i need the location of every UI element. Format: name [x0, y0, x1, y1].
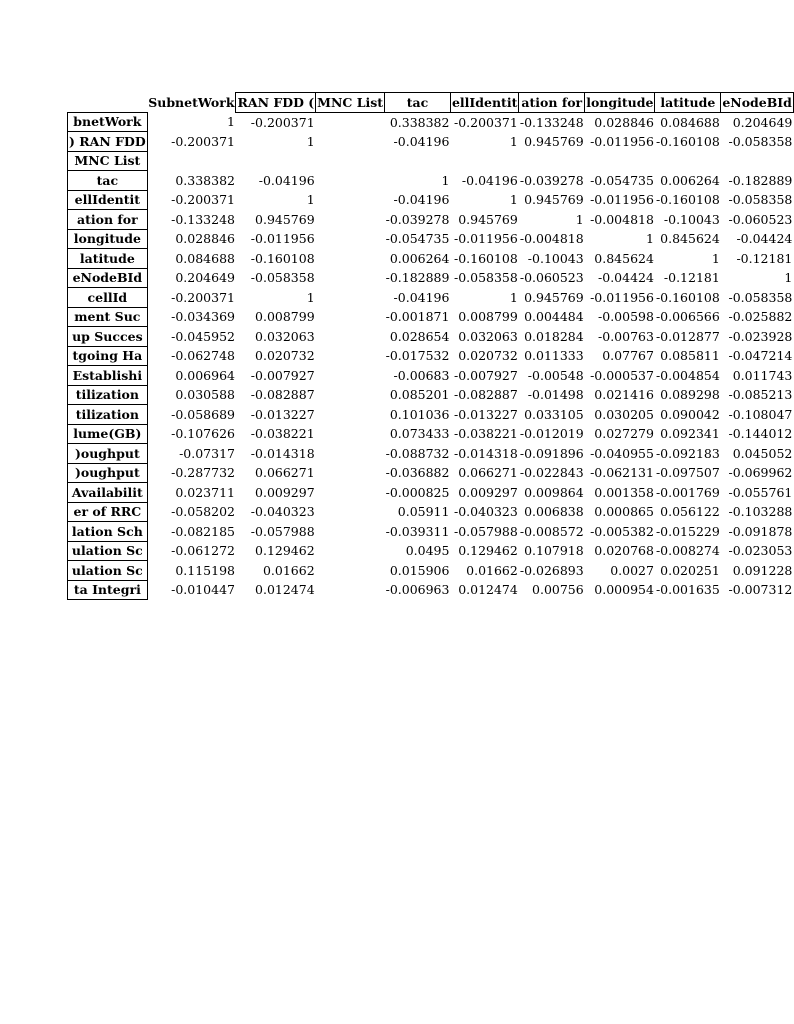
- table-cell[interactable]: -0.058202: [171, 504, 235, 520]
- table-cell[interactable]: -0.008572: [519, 523, 584, 539]
- table-cell[interactable]: 0.028654: [389, 328, 450, 344]
- table-row: [68, 307, 794, 327]
- table-cell[interactable]: -0.182889: [728, 172, 793, 188]
- table-cell[interactable]: [316, 463, 385, 483]
- table-cell[interactable]: [316, 561, 385, 581]
- table-cell[interactable]: -0.160108: [655, 289, 720, 305]
- table-cell[interactable]: -0.00683: [393, 367, 450, 383]
- table-cell[interactable]: 0.945769: [524, 133, 584, 149]
- table-cell[interactable]: -0.040323: [453, 504, 518, 520]
- table-cell[interactable]: [316, 541, 385, 561]
- table-cell[interactable]: [655, 151, 721, 171]
- table-cell[interactable]: -0.092183: [655, 445, 720, 461]
- table-cell[interactable]: 0.084688: [175, 250, 235, 266]
- table-cell[interactable]: -0.011956: [250, 231, 315, 247]
- table-cell[interactable]: 0.945769: [458, 211, 518, 227]
- table-cell[interactable]: 0.020251: [660, 562, 720, 578]
- row-label[interactable]: ment Suc: [68, 307, 148, 327]
- table-row: [68, 424, 794, 444]
- table-cell[interactable]: -0.014318: [453, 445, 518, 461]
- row-label[interactable]: tac: [68, 171, 148, 191]
- table-row: [68, 366, 794, 386]
- row-label[interactable]: cellId: [68, 288, 148, 308]
- table-cell[interactable]: -0.160108: [655, 192, 720, 208]
- column-header[interactable]: RAN FDD (: [236, 93, 316, 113]
- table-cell[interactable]: [316, 151, 385, 171]
- table-row: [68, 229, 794, 249]
- table-cell[interactable]: -0.004854: [655, 367, 720, 383]
- table-cell[interactable]: 0.020732: [255, 348, 315, 364]
- table-cell[interactable]: -0.082887: [453, 387, 518, 403]
- row-label[interactable]: Availabilit: [68, 483, 148, 503]
- table-cell[interactable]: [316, 483, 385, 503]
- table-cell[interactable]: -0.091878: [728, 523, 793, 539]
- row-label[interactable]: tilization: [68, 405, 148, 425]
- table-cell[interactable]: -0.058689: [171, 406, 235, 422]
- table-cell[interactable]: 0.204649: [175, 270, 235, 286]
- row-label[interactable]: tilization: [68, 385, 148, 405]
- table-cell[interactable]: 0.084688: [660, 114, 720, 130]
- table-row: [68, 288, 794, 308]
- table-row: [68, 502, 794, 522]
- table-cell[interactable]: -0.025882: [728, 309, 793, 325]
- row-label[interactable]: ation for: [68, 210, 148, 230]
- table-cell[interactable]: -0.103288: [728, 504, 793, 520]
- table-cell[interactable]: -0.000537: [590, 367, 654, 383]
- table-cell[interactable]: 1: [575, 211, 584, 227]
- table-cell[interactable]: [316, 327, 385, 347]
- table-row: [68, 190, 794, 210]
- table-cell[interactable]: -0.013227: [453, 406, 518, 422]
- table-cell[interactable]: [316, 190, 385, 210]
- table-cell[interactable]: -0.038221: [250, 426, 315, 442]
- table-cell[interactable]: 0.015906: [389, 562, 450, 578]
- table-row: [68, 463, 794, 483]
- table-cell[interactable]: 0.032063: [458, 328, 518, 344]
- table-cell[interactable]: [385, 151, 451, 171]
- table-cell[interactable]: 0.091228: [732, 562, 793, 578]
- table-cell[interactable]: 0.001358: [594, 484, 654, 500]
- table-cell[interactable]: 0.006264: [660, 172, 720, 188]
- table-cell[interactable]: 1: [509, 289, 518, 305]
- row-label[interactable]: oughput(: [68, 444, 148, 464]
- table-cell[interactable]: [316, 249, 385, 269]
- table-cell[interactable]: 0.845624: [594, 250, 654, 266]
- table-cell[interactable]: -0.085213: [728, 387, 793, 403]
- table-cell[interactable]: -0.062748: [171, 348, 235, 364]
- table-cell[interactable]: 0.338382: [175, 172, 235, 188]
- table-cell[interactable]: 0.020768: [594, 543, 654, 559]
- table-cell[interactable]: [147, 151, 236, 171]
- table-cell[interactable]: -0.007312: [728, 582, 793, 598]
- table-cell[interactable]: -0.287732: [171, 465, 235, 481]
- table-cell[interactable]: -0.058358: [728, 133, 793, 149]
- table-cell[interactable]: -0.001871: [385, 309, 450, 325]
- table-cell[interactable]: 0.338382: [389, 114, 450, 130]
- table-cell[interactable]: 0.0495: [405, 543, 450, 559]
- table-cell[interactable]: 0.092341: [660, 426, 720, 442]
- table-cell[interactable]: -0.00763: [598, 328, 654, 344]
- table-cell[interactable]: 0.004484: [524, 309, 584, 325]
- table-cell[interactable]: -0.01498: [527, 387, 584, 403]
- table-cell[interactable]: [316, 112, 385, 132]
- table-cell[interactable]: -0.014318: [250, 445, 315, 461]
- corner-cell: [68, 93, 148, 113]
- table-row: [68, 268, 794, 288]
- table-cell[interactable]: 0.011743: [732, 367, 793, 383]
- table-cell[interactable]: 0.009297: [458, 484, 518, 500]
- table-row: [68, 249, 794, 269]
- table-cell[interactable]: -0.108047: [728, 406, 793, 422]
- table-cell[interactable]: -0.00548: [527, 367, 584, 383]
- table-cell[interactable]: 0.030205: [594, 406, 654, 422]
- table-cell[interactable]: -0.10043: [527, 250, 584, 266]
- correlation-table: [67, 92, 794, 600]
- table-cell[interactable]: 0.066271: [458, 465, 518, 481]
- table-row: [68, 151, 794, 171]
- table-cell[interactable]: 0.056122: [660, 504, 720, 520]
- row-label[interactable]: latitude: [68, 249, 148, 269]
- column-header[interactable]: latitude: [655, 93, 721, 113]
- table-cell[interactable]: [316, 385, 385, 405]
- table-cell[interactable]: 0.01662: [466, 562, 518, 578]
- table-cell[interactable]: 0.030588: [175, 387, 235, 403]
- table-cell[interactable]: 0.01662: [262, 562, 315, 578]
- table-row: [68, 385, 794, 405]
- table-cell[interactable]: -0.04196: [258, 172, 315, 188]
- row-label[interactable]: lume(GB): [68, 424, 148, 444]
- table-cell[interactable]: -0.047214: [728, 348, 793, 364]
- table-cell[interactable]: -0.082887: [250, 387, 315, 403]
- table-row: [68, 483, 794, 503]
- table-cell[interactable]: -0.058358: [728, 289, 793, 305]
- table-cell[interactable]: 0.008799: [458, 309, 518, 325]
- row-label[interactable]: lation Sch: [68, 522, 148, 542]
- table-cell[interactable]: [450, 151, 518, 171]
- row-label[interactable]: oughput(: [68, 463, 148, 483]
- table-cell[interactable]: -0.036882: [385, 465, 450, 481]
- table-cell[interactable]: -0.011956: [590, 133, 654, 149]
- row-label[interactable]: longitude: [68, 229, 148, 249]
- column-header[interactable]: MNC List: [316, 93, 385, 113]
- table-cell[interactable]: -0.039278: [519, 172, 584, 188]
- table-cell[interactable]: 0.085811: [660, 348, 720, 364]
- table-cell[interactable]: 0.00756: [532, 582, 584, 598]
- table-cell[interactable]: 0.089298: [660, 387, 720, 403]
- table-cell[interactable]: -0.04424: [736, 231, 793, 247]
- table-cell[interactable]: 0.020732: [458, 348, 518, 364]
- column-header[interactable]: tac: [385, 93, 451, 113]
- table-cell[interactable]: -0.007927: [250, 367, 315, 383]
- table-cell[interactable]: -0.034369: [171, 309, 235, 325]
- table-cell[interactable]: -0.160108: [250, 250, 315, 266]
- table-cell[interactable]: 1: [509, 192, 518, 208]
- table-cell[interactable]: -0.057988: [453, 523, 518, 539]
- table-cell[interactable]: -0.091896: [519, 445, 584, 461]
- table-cell[interactable]: -0.144012: [728, 426, 793, 442]
- table-cell[interactable]: 0.204649: [732, 114, 793, 130]
- row-label[interactable]: MNC List: [68, 151, 148, 171]
- table-cell[interactable]: -0.200371: [250, 114, 315, 130]
- table-cell[interactable]: 0.012474: [458, 582, 518, 598]
- table-cell[interactable]: -0.062131: [590, 465, 654, 481]
- table-cell[interactable]: 0.0027: [610, 562, 654, 578]
- table-cell[interactable]: -0.022843: [519, 465, 584, 481]
- table-cell[interactable]: -0.060523: [728, 211, 793, 227]
- table-cell[interactable]: -0.04196: [393, 289, 450, 305]
- table-cell[interactable]: -0.011956: [590, 289, 654, 305]
- table-cell[interactable]: -0.007927: [453, 367, 518, 383]
- column-header[interactable]: SubnetWork: [148, 94, 235, 110]
- table-cell[interactable]: -0.004818: [519, 231, 584, 247]
- table-row: [68, 561, 794, 581]
- table-cell[interactable]: -0.058358: [728, 192, 793, 208]
- table-cell[interactable]: -0.004818: [590, 211, 654, 227]
- table-row: [68, 210, 794, 230]
- table-cell[interactable]: -0.061272: [171, 543, 235, 559]
- table-row: [68, 171, 794, 191]
- table-cell[interactable]: -0.04196: [393, 133, 450, 149]
- table-cell[interactable]: 0.011333: [524, 348, 584, 364]
- row-label[interactable]: ta Integri: [68, 580, 148, 600]
- table-cell[interactable]: -0.001769: [655, 484, 720, 500]
- table-cell[interactable]: -0.10043: [663, 211, 720, 227]
- table-cell[interactable]: -0.005382: [590, 523, 654, 539]
- row-label[interactable]: ulation Sc: [68, 541, 148, 561]
- table-cell[interactable]: -0.12181: [663, 270, 720, 286]
- table-cell[interactable]: 1: [306, 133, 315, 149]
- table-cell[interactable]: [316, 444, 385, 464]
- table-cell[interactable]: [316, 229, 385, 249]
- table-cell[interactable]: -0.040955: [590, 445, 654, 461]
- table-cell[interactable]: 0.012474: [255, 582, 315, 598]
- row-label[interactable]: ellIdentit: [68, 190, 148, 210]
- table-cell[interactable]: -0.039278: [385, 211, 450, 227]
- table-cell[interactable]: -0.040323: [250, 504, 315, 520]
- table-cell[interactable]: 0.07767: [602, 348, 654, 364]
- table-cell[interactable]: -0.012019: [519, 426, 584, 442]
- table-cell[interactable]: 0.021416: [594, 387, 654, 403]
- table-cell[interactable]: 0.018284: [524, 328, 584, 344]
- column-header[interactable]: ation for: [519, 93, 585, 113]
- table-cell[interactable]: -0.00598: [598, 309, 654, 325]
- table-row: [68, 346, 794, 366]
- table-cell[interactable]: 0.129462: [458, 543, 518, 559]
- table-row: [68, 522, 794, 542]
- table-cell[interactable]: -0.097507: [655, 465, 720, 481]
- row-label[interactable]: eNodeBId: [68, 268, 148, 288]
- table-cell[interactable]: -0.082185: [171, 523, 235, 539]
- table-cell[interactable]: [316, 405, 385, 425]
- table-cell[interactable]: 0.006838: [524, 504, 584, 520]
- table-row: [68, 541, 794, 561]
- table-cell[interactable]: 0.006264: [389, 250, 450, 266]
- table-cell[interactable]: [316, 288, 385, 308]
- table-cell[interactable]: -0.006566: [655, 309, 720, 325]
- table-cell[interactable]: 0.090042: [660, 406, 720, 422]
- table-cell[interactable]: 0.045052: [732, 445, 793, 461]
- table-cell[interactable]: -0.160108: [453, 250, 518, 266]
- table-cell[interactable]: 0.033105: [524, 406, 584, 422]
- table-cell[interactable]: -0.200371: [171, 289, 235, 305]
- table-cell[interactable]: -0.012877: [655, 328, 720, 344]
- table-cell[interactable]: -0.023928: [728, 328, 793, 344]
- table-cell[interactable]: -0.200371: [171, 133, 235, 149]
- table-cell[interactable]: -0.055761: [728, 484, 793, 500]
- column-header[interactable]: longitude: [585, 93, 655, 113]
- table-cell[interactable]: 0.129462: [255, 543, 315, 559]
- table-cell[interactable]: 0.05911: [397, 504, 450, 520]
- table-cell[interactable]: -0.04424: [598, 270, 654, 286]
- table-cell[interactable]: 1: [784, 270, 793, 286]
- table-cell[interactable]: 0.006964: [175, 367, 235, 383]
- table-cell[interactable]: 0.107918: [524, 543, 584, 559]
- table-cell[interactable]: 1: [509, 133, 518, 149]
- column-header[interactable]: eNodeBId: [721, 93, 794, 113]
- table-cell[interactable]: 0.000954: [594, 582, 654, 598]
- table-cell[interactable]: [519, 151, 585, 171]
- header-row: [68, 93, 794, 113]
- table-cell[interactable]: 0.073433: [389, 426, 450, 442]
- table-cell[interactable]: 0.000865: [594, 504, 654, 520]
- row-label[interactable]: tgoing Ha: [68, 346, 148, 366]
- table-row: [68, 405, 794, 425]
- table-cell[interactable]: -0.133248: [519, 114, 584, 130]
- column-header[interactable]: ellIdentit: [450, 93, 518, 113]
- table-cell[interactable]: -0.001635: [655, 582, 720, 598]
- table-cell[interactable]: 1: [306, 289, 315, 305]
- table-cell[interactable]: -0.000825: [385, 484, 450, 500]
- table-cell[interactable]: 0.032063: [255, 328, 315, 344]
- table-cell[interactable]: -0.057988: [250, 523, 315, 539]
- table-cell[interactable]: -0.133248: [171, 211, 235, 227]
- table-cell[interactable]: -0.023053: [728, 543, 793, 559]
- table-cell[interactable]: 1: [645, 231, 654, 247]
- table-cell[interactable]: -0.017532: [385, 348, 450, 364]
- table-cell[interactable]: 0.085201: [389, 387, 450, 403]
- table-cell[interactable]: 0.066271: [255, 465, 315, 481]
- table-cell[interactable]: -0.04196: [461, 172, 518, 188]
- table-cell[interactable]: -0.07317: [179, 445, 235, 461]
- table-cell[interactable]: -0.008274: [655, 543, 720, 559]
- table-cell[interactable]: -0.182889: [385, 270, 450, 286]
- row-label[interactable]: er of RRC: [68, 502, 148, 522]
- row-label[interactable]: RAN FDD (: [68, 132, 148, 152]
- table-row: [68, 580, 794, 600]
- table-cell[interactable]: -0.069962: [728, 465, 793, 481]
- table-cell[interactable]: 1: [227, 114, 235, 130]
- row-label[interactable]: bnetWork: [68, 112, 148, 132]
- table-cell[interactable]: 0.115198: [175, 562, 235, 578]
- table-cell[interactable]: 0.027279: [594, 426, 654, 442]
- row-label[interactable]: ulation Sc: [68, 561, 148, 581]
- table-cell[interactable]: [316, 346, 385, 366]
- table-cell[interactable]: -0.054735: [385, 231, 450, 247]
- table-cell[interactable]: [316, 171, 385, 191]
- table-cell[interactable]: 0.945769: [524, 289, 584, 305]
- table-cell[interactable]: [316, 210, 385, 230]
- table-cell[interactable]: 0.945769: [255, 211, 315, 227]
- table-cell[interactable]: 0.028846: [175, 231, 235, 247]
- table-cell[interactable]: -0.045952: [171, 328, 235, 344]
- table-cell[interactable]: -0.04196: [393, 192, 450, 208]
- table-cell[interactable]: 0.845624: [660, 231, 720, 247]
- table-cell[interactable]: [316, 132, 385, 152]
- row-label[interactable]: up Succes: [68, 327, 148, 347]
- table-cell[interactable]: 0.945769: [524, 192, 584, 208]
- table-cell[interactable]: -0.200371: [171, 192, 235, 208]
- table-cell[interactable]: -0.026893: [519, 562, 584, 578]
- table-cell[interactable]: [316, 424, 385, 444]
- table-cell[interactable]: -0.12181: [736, 250, 793, 266]
- table-cell[interactable]: [316, 268, 385, 288]
- table-cell[interactable]: 0.008799: [255, 309, 315, 325]
- table-cell[interactable]: -0.160108: [655, 133, 720, 149]
- table-cell[interactable]: -0.015229: [655, 523, 720, 539]
- table-row: [68, 444, 794, 464]
- table-cell[interactable]: 0.009297: [255, 484, 315, 500]
- table-cell[interactable]: 0.028846: [594, 114, 654, 130]
- table-row: [68, 327, 794, 347]
- table-cell[interactable]: 0.023711: [175, 484, 235, 500]
- table-cell[interactable]: [316, 580, 385, 600]
- table-cell[interactable]: [316, 502, 385, 522]
- table-cell[interactable]: -0.054735: [590, 172, 654, 188]
- table-cell[interactable]: -0.060523: [519, 270, 584, 286]
- table-cell[interactable]: [316, 522, 385, 542]
- table-cell[interactable]: [721, 151, 794, 171]
- table-cell[interactable]: -0.006963: [385, 582, 450, 598]
- table-cell[interactable]: -0.107626: [171, 426, 235, 442]
- table-cell[interactable]: -0.011956: [590, 192, 654, 208]
- table-cell[interactable]: -0.088732: [385, 445, 450, 461]
- table-cell[interactable]: [585, 151, 655, 171]
- table-cell[interactable]: -0.013227: [250, 406, 315, 422]
- table-cell[interactable]: [316, 366, 385, 386]
- table-cell[interactable]: [316, 307, 385, 327]
- table-cell[interactable]: [236, 151, 316, 171]
- table-cell[interactable]: -0.039311: [385, 523, 450, 539]
- table-cell[interactable]: 1: [306, 192, 315, 208]
- table-body: [68, 112, 794, 600]
- table-cell[interactable]: -0.058358: [453, 270, 518, 286]
- table-row: [68, 132, 794, 152]
- table-cell[interactable]: -0.038221: [453, 426, 518, 442]
- row-label[interactable]: Establishi: [68, 366, 148, 386]
- table-cell[interactable]: 0.009864: [524, 484, 584, 500]
- table-cell[interactable]: -0.011956: [453, 231, 518, 247]
- table-cell[interactable]: 1: [441, 172, 450, 188]
- table-cell[interactable]: -0.010447: [171, 582, 235, 598]
- table-cell[interactable]: 1: [711, 250, 720, 266]
- table-row: [68, 112, 794, 132]
- table-cell[interactable]: 0.101036: [389, 406, 450, 422]
- table-cell[interactable]: -0.200371: [453, 114, 518, 130]
- table-cell[interactable]: -0.058358: [250, 270, 315, 286]
